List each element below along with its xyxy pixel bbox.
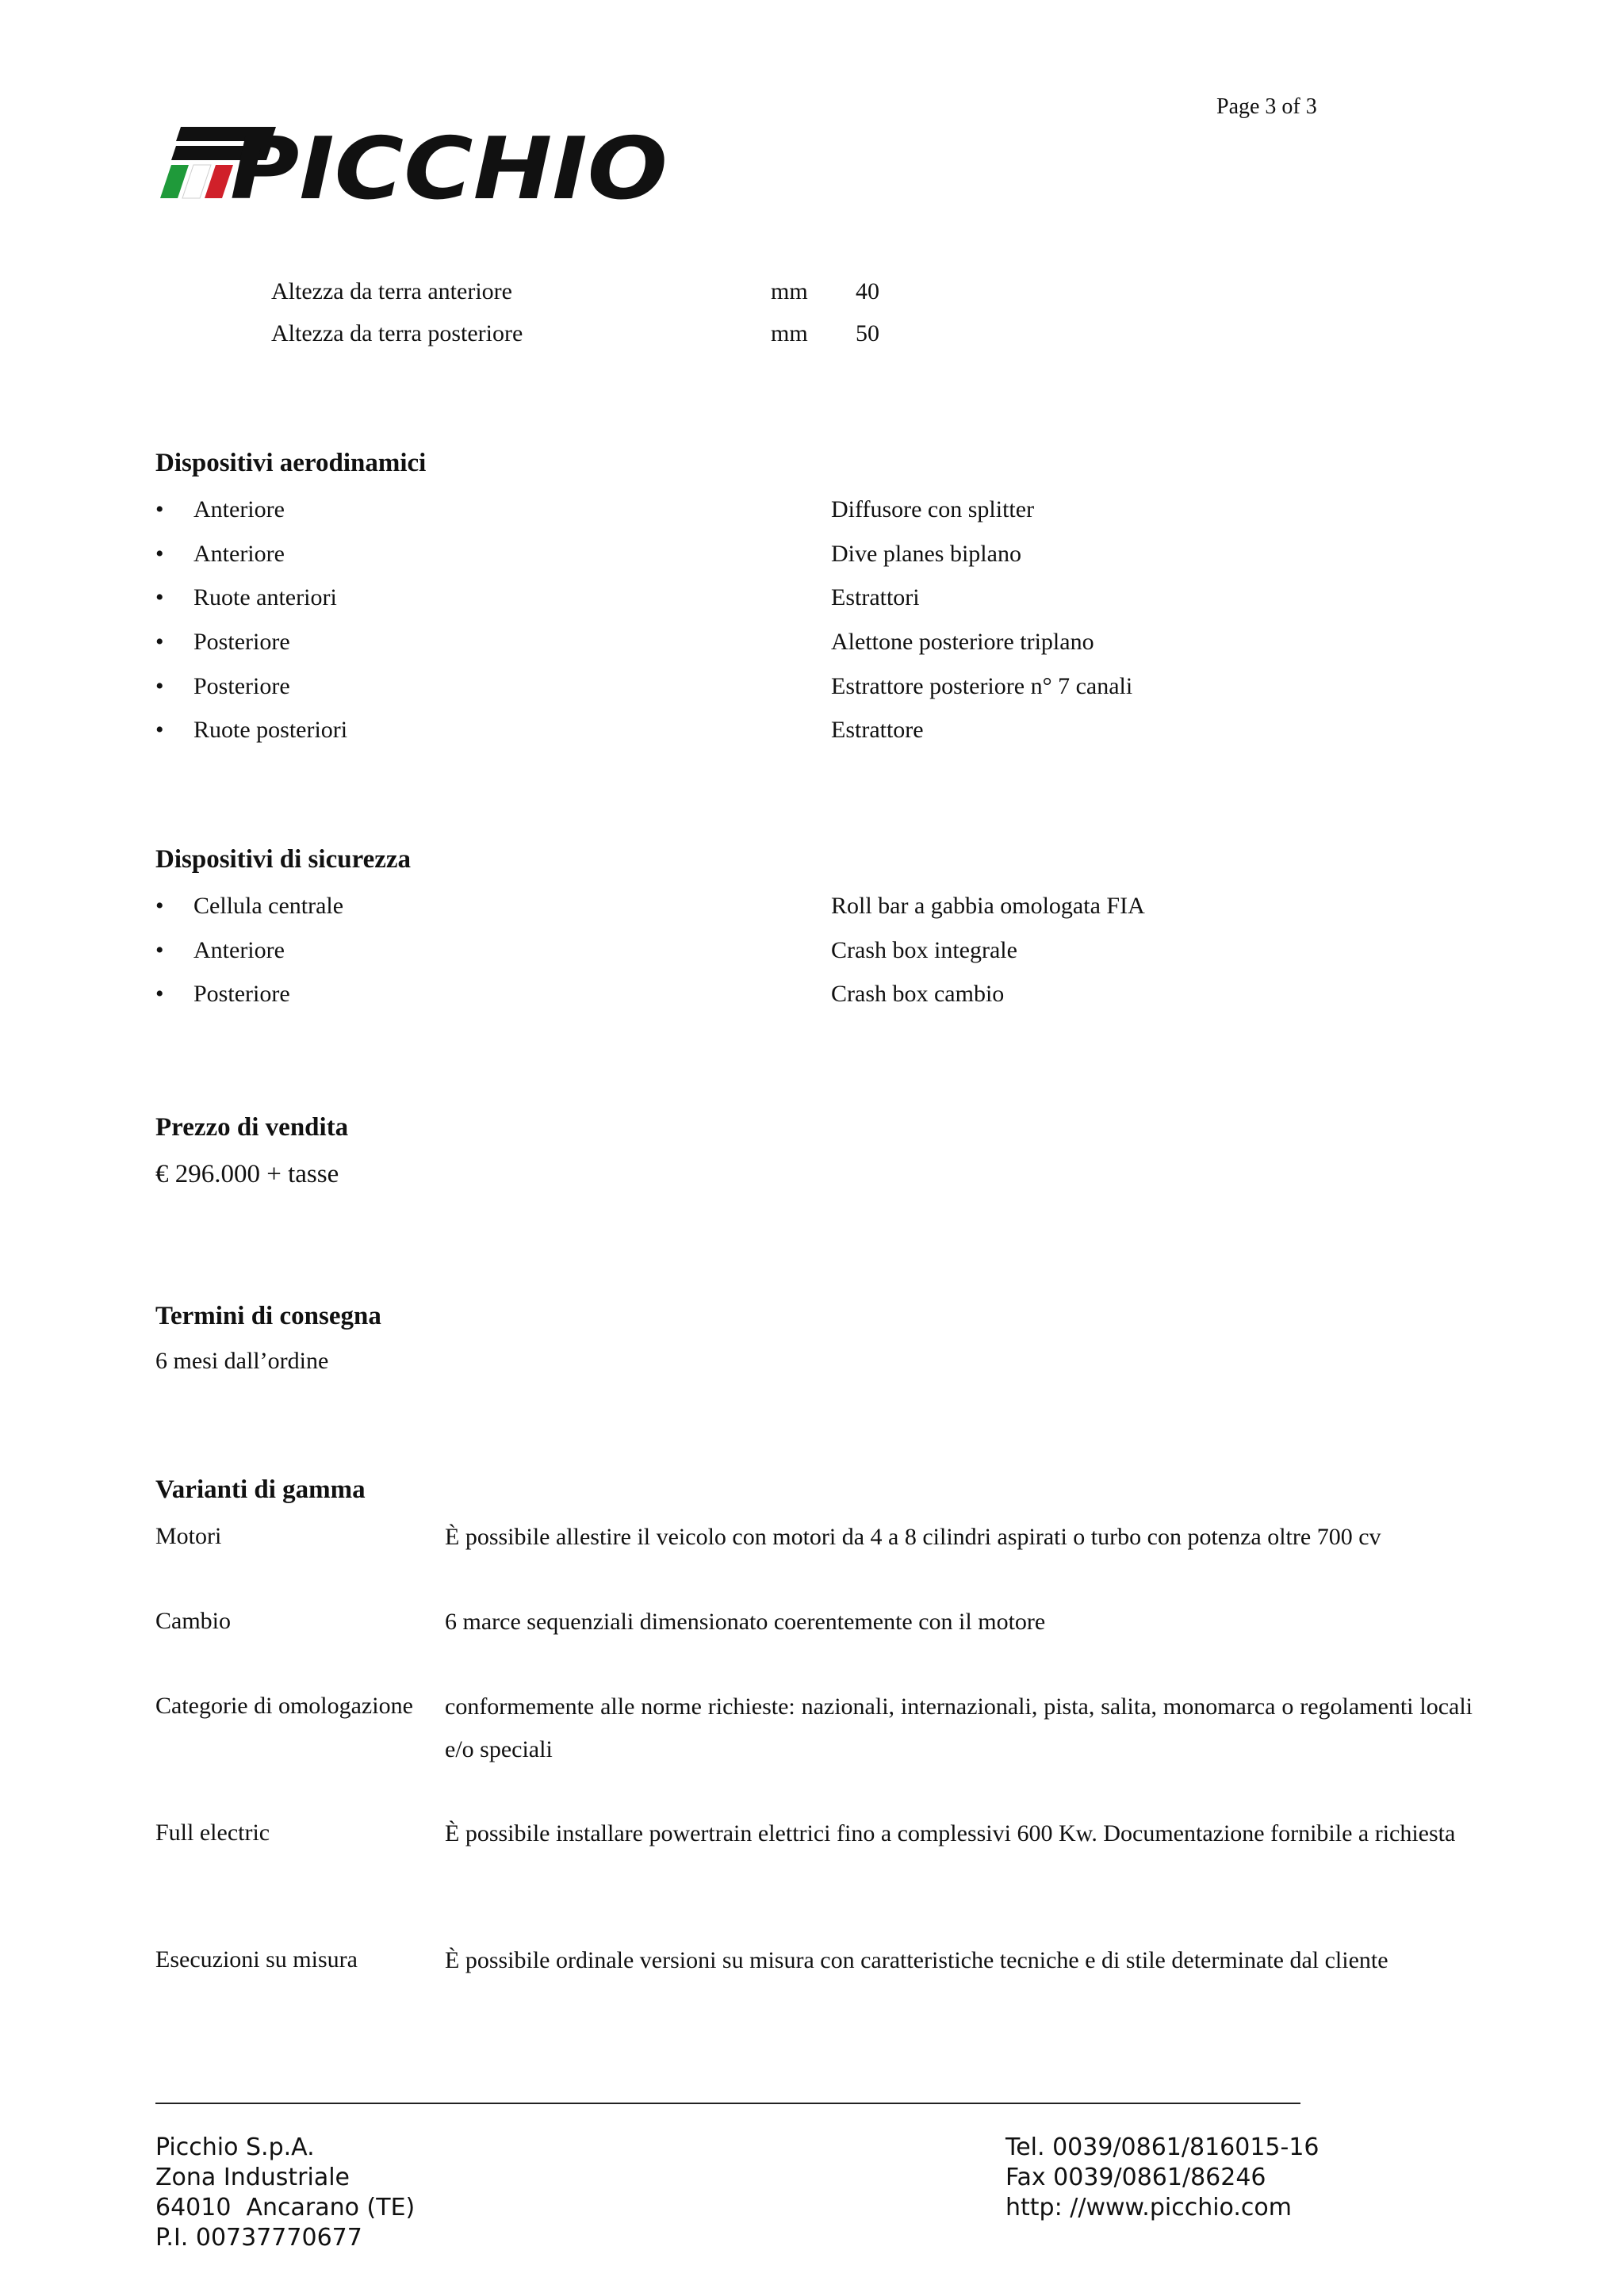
variant-key: Categorie di omologazione (155, 1693, 413, 1719)
item-key: Ruote anteriori (193, 584, 337, 610)
spec-value: 50 (856, 320, 879, 346)
list-item (155, 717, 1503, 752)
list-item (155, 673, 1503, 708)
list-item (155, 496, 1503, 531)
variant-key: Motori (155, 1523, 222, 1549)
variant-key: Full electric (155, 1820, 270, 1846)
list-item (155, 981, 1503, 1016)
logo-wordmark: PICCHIO (230, 120, 668, 208)
list-item (155, 629, 1503, 664)
footer-website-link[interactable]: http: //www.picchio.com (1005, 2194, 1292, 2221)
item-key: Posteriore (193, 629, 290, 655)
footer-line: 64010 Ancarano (TE) (155, 2194, 416, 2221)
footer-phone: Tel. 0039/0861/816015-16 (1005, 2133, 1320, 2161)
item-key: Posteriore (193, 673, 290, 699)
footer-line: Zona Industriale (155, 2164, 350, 2191)
bullet: • (155, 673, 164, 699)
section-heading-variants: Varianti di gamma (155, 1475, 366, 1504)
footer-company-block (155, 2133, 415, 2253)
footer-line: P.I. 00737770677 (155, 2224, 362, 2252)
item-value: Alettone posteriore triplano (831, 629, 1094, 655)
item-value: Crash box cambio (831, 981, 1005, 1007)
variant-value: È possibile installare powertrain elettrici fino a complessivi 600 Kw. Documentazione fornibile a richiesta (445, 1820, 1456, 1846)
section-heading-aero: Dispositivi aerodinamici (155, 449, 427, 477)
footer-fax: Fax 0039/0861/86246 (1005, 2164, 1266, 2191)
variant-value: conformemente alle norme richieste: nazionali, internazionali, pista, salita, monomarca o regolamenti locali e/o speciali (445, 1693, 1473, 1762)
section-heading-delivery: Termini di consegna (155, 1302, 381, 1330)
list-item (155, 893, 1503, 928)
delivery-value: 6 mesi dall’ordine (155, 1348, 329, 1374)
section-heading-price: Prezzo di vendita (155, 1113, 349, 1142)
item-key: Posteriore (193, 981, 290, 1007)
item-key: Anteriore (193, 541, 285, 567)
variant-value: È possibile ordinale versioni su misura con caratteristiche tecniche e di stile determinate dal cliente (445, 1947, 1388, 1973)
picchio-logo (157, 119, 672, 208)
price-value: € 296.000 + tasse (155, 1160, 339, 1188)
item-value: Dive planes biplano (831, 541, 1021, 567)
list-item (155, 937, 1503, 972)
bullet: • (155, 937, 164, 963)
bullet: • (155, 629, 164, 655)
footer-contact-block (1005, 2133, 1320, 2223)
page-number: Page 3 of 3 (1216, 94, 1317, 119)
bullet: • (155, 893, 164, 919)
spec-label: Altezza da terra anteriore (271, 278, 512, 304)
bullet: • (155, 981, 164, 1007)
variant-value: 6 marce sequenziali dimensionato coerentemente con il motore (445, 1609, 1046, 1635)
item-key: Anteriore (193, 937, 285, 963)
spec-label: Altezza da terra posteriore (271, 320, 523, 346)
footer-line: Picchio S.p.A. (155, 2133, 315, 2161)
spec-unit: mm (771, 278, 808, 304)
item-key: Anteriore (193, 496, 285, 522)
italian-flag-stripes (160, 165, 233, 198)
section-heading-safety: Dispositivi di sicurezza (155, 845, 412, 874)
variant-value: È possibile allestire il veicolo con motori da 4 a 8 cilindri aspirati o turbo con potenza oltre 700 cv (445, 1524, 1381, 1550)
item-value: Roll bar a gabbia omologata FIA (831, 893, 1145, 919)
bullet: • (155, 717, 164, 743)
bullet: • (155, 584, 164, 610)
bullet: • (155, 496, 164, 522)
variant-key: Esecuzioni su misura (155, 1946, 358, 1973)
item-value: Diffusore con splitter (831, 496, 1035, 522)
item-value: Estrattore posteriore n° 7 canali (831, 673, 1133, 699)
variant-key: Cambio (155, 1608, 231, 1634)
bullet: • (155, 541, 164, 567)
list-item (155, 541, 1503, 576)
spec-value: 40 (856, 278, 879, 304)
item-value: Estrattori (831, 584, 920, 610)
item-key: Ruote posteriori (193, 717, 348, 743)
footer-divider (155, 2103, 1300, 2104)
spec-unit: mm (771, 320, 808, 346)
item-value: Crash box integrale (831, 937, 1017, 963)
item-key: Cellula centrale (193, 893, 344, 919)
item-value: Estrattore (831, 717, 924, 743)
list-item (155, 584, 1503, 619)
